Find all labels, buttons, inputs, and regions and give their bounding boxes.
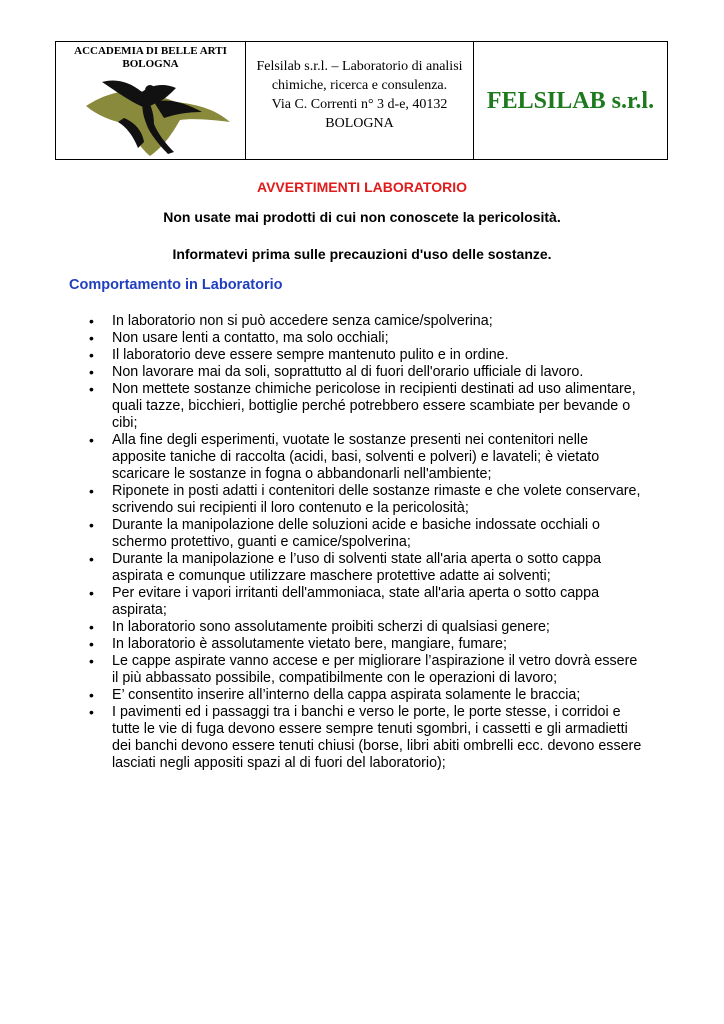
rule-text-line: Riponete in posti adatti i contenitori delle sostanze rimaste e che volete conservare,	[112, 483, 641, 499]
rule-item	[0, 432, 724, 483]
rule-text-line: schermo protettivo, guanti e camice/spolverina;	[112, 534, 411, 550]
rule-item	[0, 551, 724, 585]
rule-item	[0, 381, 724, 432]
rule-item	[0, 330, 724, 347]
winged-figure-logo-icon	[84, 72, 234, 160]
company-info-line: BOLOGNA	[325, 116, 394, 131]
warning-line: Non usate mai prodotti di cui non conoscete la pericolosità.	[163, 209, 561, 225]
rule-item	[0, 364, 724, 381]
bullet-icon: •	[89, 381, 94, 397]
academy-name-line: ACCADEMIA DI BELLE ARTI	[74, 45, 227, 57]
rule-item	[0, 687, 724, 704]
rule-item	[0, 313, 724, 330]
rule-text-line: scaricare le sostanze in fogna o abbandonarli nell'ambiente;	[112, 466, 492, 482]
bullet-icon: •	[89, 619, 94, 635]
bullet-icon: •	[89, 347, 94, 363]
academy-logo-cell	[56, 42, 246, 159]
rule-text-line: scrivendo sui recipienti il loro contenuto e la pericolosità;	[112, 500, 469, 516]
rule-item	[0, 653, 724, 687]
rule-text-line: In laboratorio sono assolutamente proibiti scherzi di qualsiasi genere;	[112, 619, 550, 635]
rule-text-line: lasciati negli appositi spazi al di fuori del laboratorio);	[112, 755, 446, 771]
section-heading: Comportamento in Laboratorio	[69, 277, 283, 293]
document-title: AVVERTIMENTI LABORATORIO	[257, 179, 467, 195]
rule-item	[0, 483, 724, 517]
rule-item	[0, 347, 724, 364]
warning-line: Informatevi prima sulle precauzioni d'uso delle sostanze.	[172, 246, 552, 262]
company-info-cell	[246, 42, 474, 159]
rules-list	[0, 313, 724, 772]
rule-text-line: dei banchi devono essere tenuti chiusi (borse, libri abiti ombrelli ecc. devono essere	[112, 738, 642, 754]
rule-text-line: Le cappe aspirate vanno accese e per migliorare l’aspirazione il vetro dovrà essere	[112, 653, 638, 669]
rule-text-line: il più abbassato possibile, compatibilmente con le operazioni di lavoro;	[112, 670, 558, 686]
rule-text-line: tutte le vie di fuga devono essere sempre tenuti sgombri, i cassetti e gli armadietti	[112, 721, 628, 737]
rule-item	[0, 704, 724, 772]
brand-name: FELSILAB s.r.l.	[486, 88, 655, 114]
rule-text-line: aspirata e comunque utilizzare maschere protettive adatte ai solventi;	[112, 568, 551, 584]
rule-item	[0, 585, 724, 619]
rule-text-line: E’ consentito inserire all’interno della cappa aspirata solamente le braccia;	[112, 687, 581, 703]
rule-text-line: Non mettete sostanze chimiche pericolose in recipienti destinati ad uso alimentare,	[112, 381, 636, 397]
bullet-icon: •	[89, 330, 94, 346]
bullet-icon: •	[89, 432, 94, 448]
rule-item	[0, 517, 724, 551]
rule-text-line: In laboratorio è assolutamente vietato bere, mangiare, fumare;	[112, 636, 507, 652]
brand-cell	[474, 42, 667, 159]
bullet-icon: •	[89, 517, 94, 533]
rule-text-line: Durante la manipolazione delle soluzioni acide e basiche indossate occhiali o	[112, 517, 600, 533]
rule-text-line: Il laboratorio deve essere sempre mantenuto pulito e in ordine.	[112, 347, 509, 363]
bullet-icon: •	[89, 585, 94, 601]
bullet-icon: •	[89, 313, 94, 329]
bullet-icon: •	[89, 636, 94, 652]
rule-text-line: I pavimenti ed i passaggi tra i banchi e verso le porte, le porte stesse, i corridoi e	[112, 704, 621, 720]
rule-text-line: Alla fine degli esperimenti, vuotate le sostanze presenti nei contenitori nelle	[112, 432, 589, 448]
rule-text-line: quali tazze, bicchieri, bottiglie perché potrebbero essere scambiate per bevande o	[112, 398, 631, 414]
academy-name-line: BOLOGNA	[122, 58, 179, 70]
bullet-icon: •	[89, 483, 94, 499]
company-info-line: Via C. Correnti n° 3 d-e, 40132	[271, 97, 448, 112]
bullet-icon: •	[89, 704, 94, 720]
bullet-icon: •	[89, 551, 94, 567]
company-info-line: chimiche, ricerca e consulenza.	[271, 78, 448, 93]
rule-text-line: Per evitare i vapori irritanti dell'ammoniaca, state all'aria aperta o sotto cappa	[112, 585, 600, 601]
company-info-line: Felsilab s.r.l. – Laboratorio di analisi	[256, 59, 463, 74]
bullet-icon: •	[89, 687, 94, 703]
bullet-icon: •	[89, 653, 94, 669]
letterhead-table	[55, 41, 668, 160]
rule-item	[0, 619, 724, 636]
rule-text-line: Non lavorare mai da soli, soprattutto al di fuori dell'orario ufficiale di lavoro.	[112, 364, 584, 380]
rule-text-line: aspirata;	[112, 602, 167, 618]
rule-item	[0, 636, 724, 653]
rule-text-line: Non usare lenti a contatto, ma solo occhiali;	[112, 330, 389, 346]
rule-text-line: apposite taniche di raccolta (acidi, basi, solventi e polveri) e lavateli; è vietato	[112, 449, 600, 465]
academy-name	[56, 42, 245, 71]
rule-text-line: Durante la manipolazione e l’uso di solventi state all'aria aperta o sotto cappa	[112, 551, 602, 567]
bullet-icon: •	[89, 364, 94, 380]
rule-text-line: In laboratorio non si può accedere senza camice/spolverina;	[112, 313, 493, 329]
rule-text-line: cibi;	[112, 415, 138, 431]
